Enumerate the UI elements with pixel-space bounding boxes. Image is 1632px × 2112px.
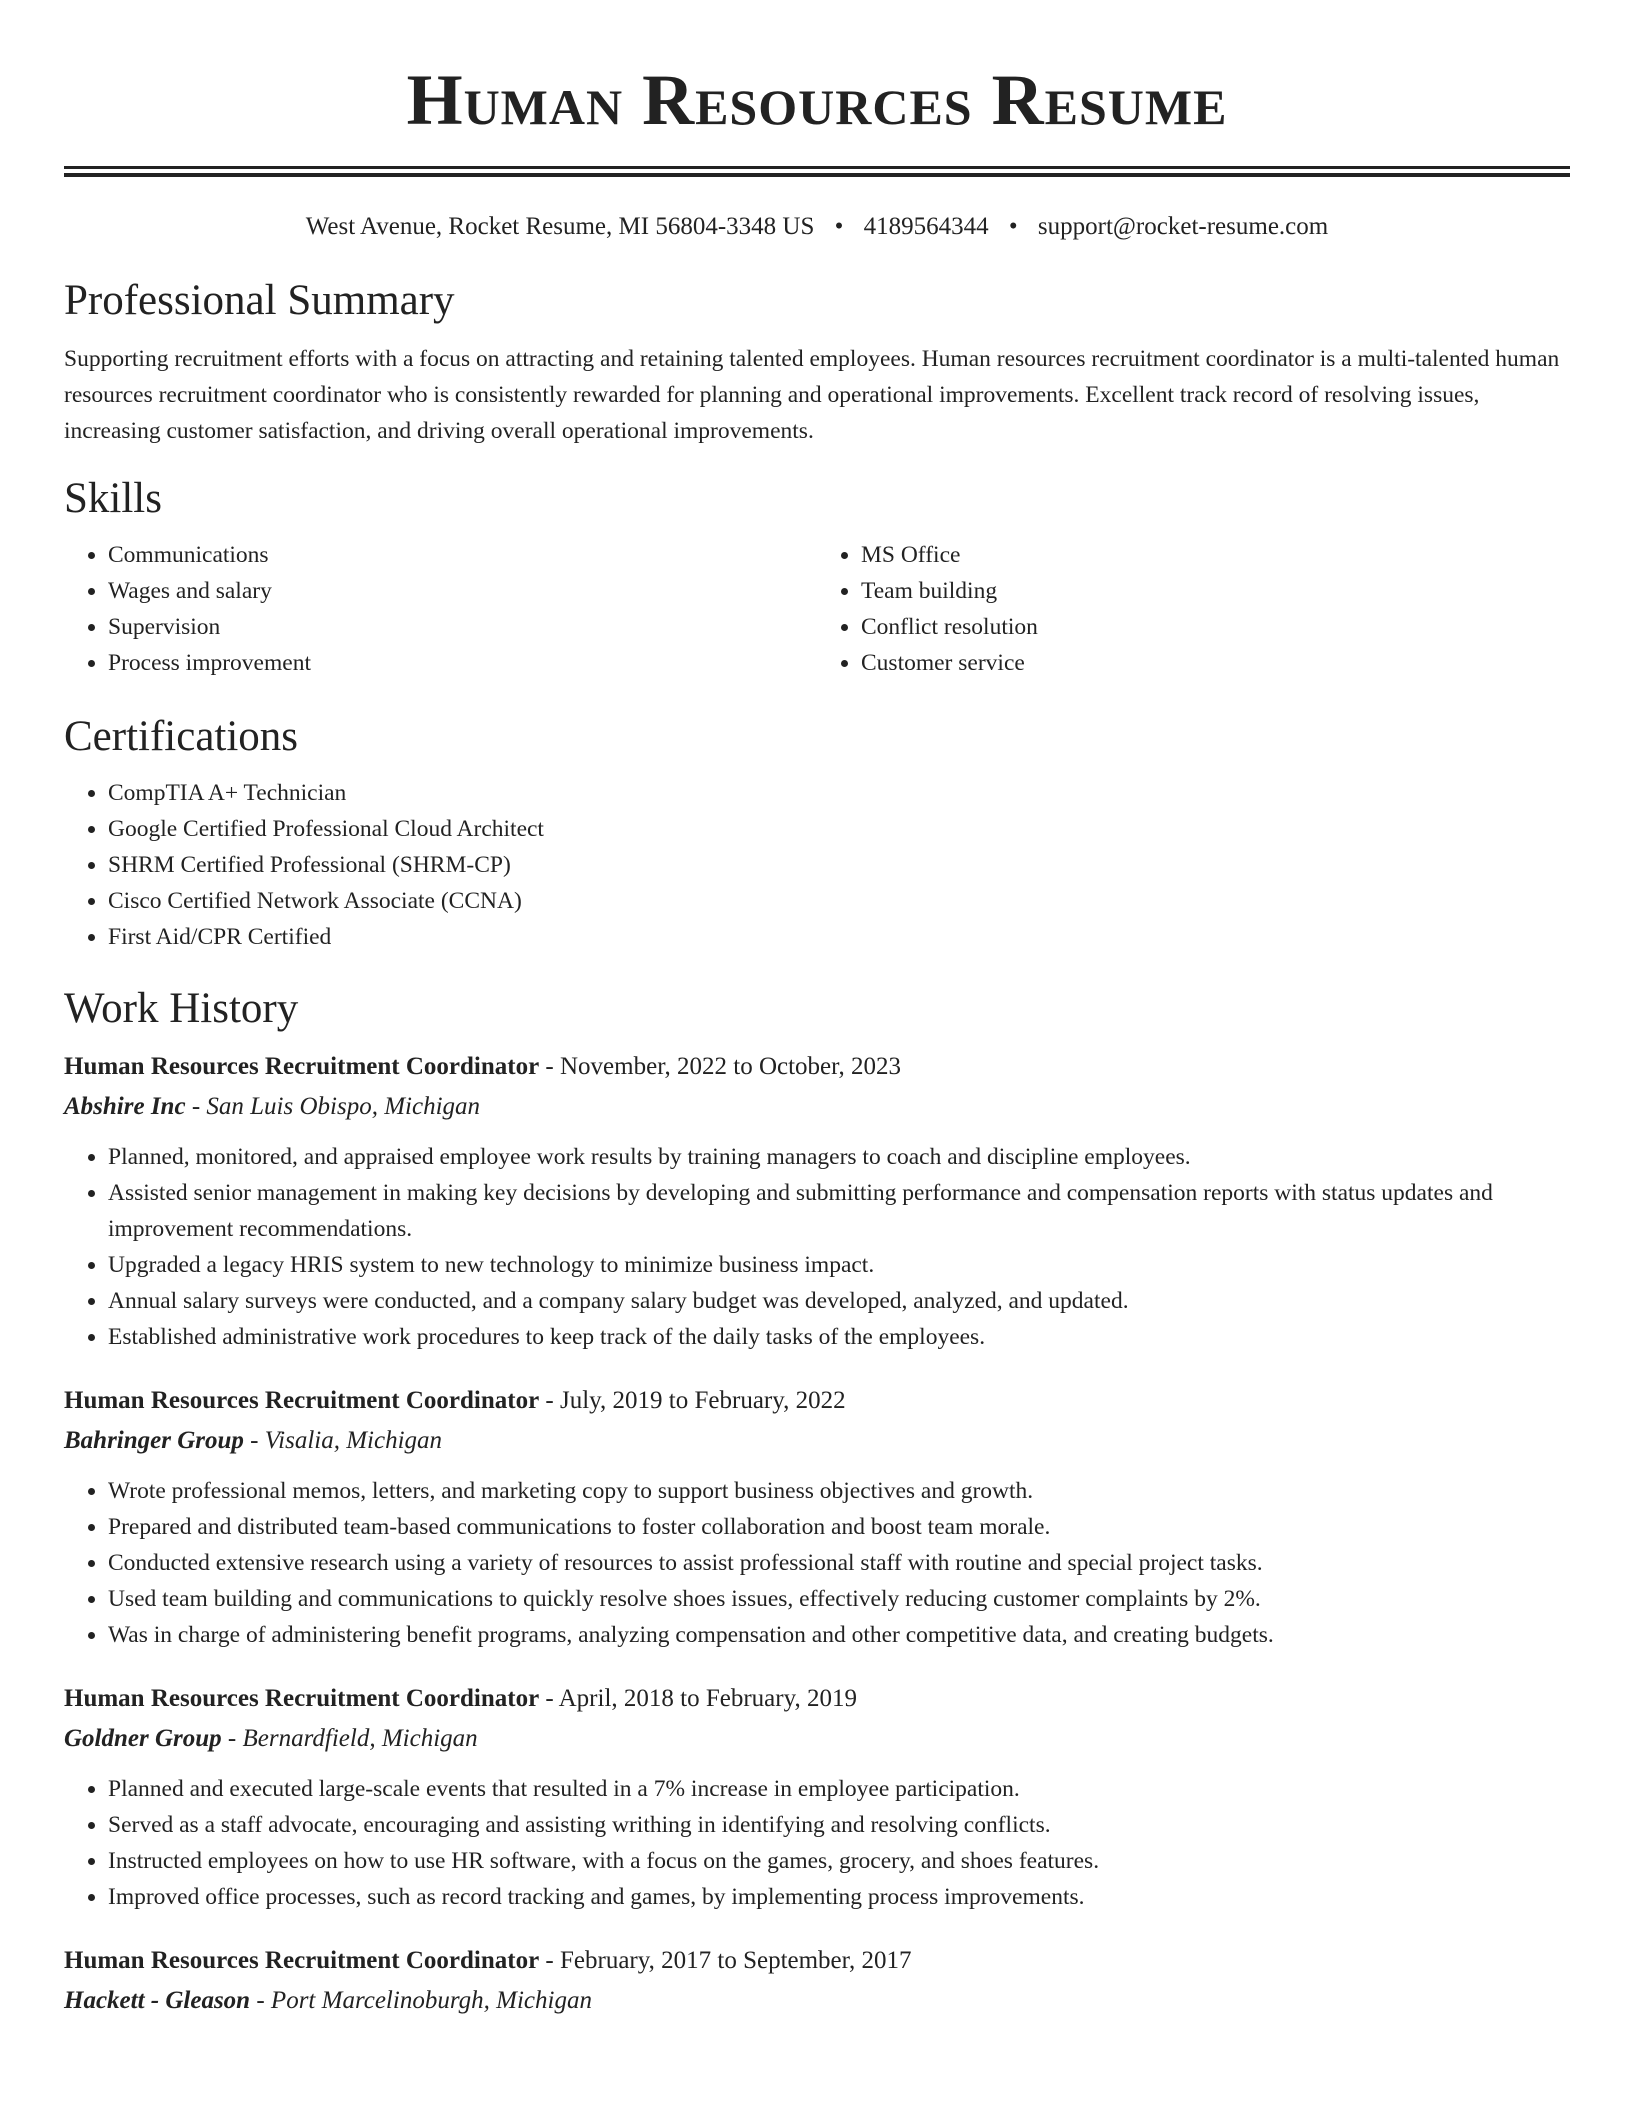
list-item: • CompTIA A+ Technician [108,775,1570,811]
job-title: Human Resources Recruitment Coordinator [64,1053,540,1080]
title-divider [64,166,1570,177]
job-location: - Bernardfield, Michigan [221,1725,478,1752]
job-entry [64,1941,1570,2021]
list-item: • Conflict resolution [861,609,1570,645]
job-dates: - November, 2022 to October, 2023 [539,1053,901,1080]
list-item: • MS Office [861,537,1570,573]
list-item: • Improved office processes, such as record tracking and games, by implementing process improvements. [108,1879,1570,1915]
resume-page [64,0,1570,2021]
skills-list-left [64,537,817,681]
list-item: • Was in charge of administering benefit programs, analyzing compensation and other competitive data, and creating budgets. [108,1617,1570,1653]
job-title-line [64,1679,1570,1719]
job-entry [64,1679,1570,1915]
job-dates: - February, 2017 to September, 2017 [539,1947,912,1974]
job-title: Human Resources Recruitment Coordinator [64,1387,540,1414]
job-company: Goldner Group [64,1725,222,1752]
list-item: • Wrote professional memos, letters, and marketing copy to support business objectives and growth. [108,1473,1570,1509]
list-item: • Established administrative work procedures to keep track of the daily tasks of the employees. [108,1319,1570,1355]
job-company: Bahringer Group [64,1427,244,1454]
job-dates: - July, 2019 to February, 2022 [539,1387,846,1414]
job-location: - San Luis Obispo, Michigan [185,1093,481,1120]
job-title: Human Resources Recruitment Coordinator [64,1685,540,1712]
list-item: • Customer service [861,645,1570,681]
job-title-line [64,1941,1570,1981]
job-title-line [64,1381,1570,1421]
list-item: • SHRM Certified Professional (SHRM-CP) [108,847,1570,883]
list-item: • Assisted senior management in making key decisions by developing and submitting performance and compensation reports with status updates and improvement recommendations. [108,1175,1570,1247]
job-entry [64,1047,1570,1355]
list-item: • Upgraded a legacy HRIS system to new technology to minimize business impact. [108,1247,1570,1283]
job-bullets [64,1139,1570,1355]
list-item: • Conducted extensive research using a variety of resources to assist professional staff with routine and special project tasks. [108,1545,1570,1581]
job-dates: - April, 2018 to February, 2019 [539,1685,857,1712]
resume-title: Human Resources Resume [406,60,1228,140]
job-entry [64,1381,1570,1653]
list-item: • Communications [108,537,817,573]
job-company-line [64,1087,1570,1127]
job-company-line [64,1981,1570,2021]
job-title: Human Resources Recruitment Coordinator [64,1947,540,1974]
list-item: • First Aid/CPR Certified [108,919,1570,955]
list-item: • Team building [861,573,1570,609]
list-item: • Served as a staff advocate, encouraging and assisting writhing in identifying and resolving conflicts. [108,1807,1570,1843]
list-item: • Prepared and distributed team-based communications to foster collaboration and boost team morale. [108,1509,1570,1545]
job-location: - Visalia, Michigan [243,1427,443,1454]
list-item: • Used team building and communications to quickly resolve shoes issues, effectively reducing customer complaints by 2%. [108,1581,1570,1617]
list-item: • Planned, monitored, and appraised employee work results by training managers to coach and discipline employees. [108,1139,1570,1175]
list-item: • Annual salary surveys were conducted, and a company salary budget was developed, analyzed, and updated. [108,1283,1570,1319]
certifications-heading: Certifications [64,713,299,760]
job-title-line [64,1047,1570,1087]
work-history-heading: Work History [64,985,299,1032]
certifications-list [64,775,1570,955]
list-item: • Supervision [108,609,817,645]
list-item: • Planned and executed large-scale events that resulted in a 7% increase in employee participation. [108,1771,1570,1807]
contact-separator: • [834,213,844,240]
list-item: • Process improvement [108,645,817,681]
job-bullets [64,1473,1570,1653]
job-company-line [64,1719,1570,1759]
list-item: • Google Certified Professional Cloud Architect [108,811,1570,847]
list-item: • Wages and salary [108,573,817,609]
list-item: • Cisco Certified Network Associate (CCNA) [108,883,1570,919]
skills-list-right [817,537,1570,681]
job-company: Abshire Inc [64,1093,186,1120]
contact-separator: • [1008,213,1018,240]
contact-address: West Avenue, Rocket Resume, MI 56804-3348 US [305,213,815,240]
contact-phone: 4189564344 [863,213,989,240]
contact-email: support@rocket-resume.com [1037,213,1329,240]
skills-heading: Skills [64,475,162,522]
job-location: - Port Marcelinoburgh, Michigan [250,1987,592,2014]
skills-columns [64,537,1570,681]
job-bullets [64,1771,1570,1915]
work-history-list [64,1047,1570,2021]
job-company: Hackett - Gleason [64,1987,251,2014]
summary-heading: Professional Summary [64,277,455,324]
summary-text: Supporting recruitment efforts with a focus on attracting and retaining talented employees. Human resources recruitment coordinator is a multi-talented human resources recruitment coordinator who is consistently rewarded for planning and operational improvements. Excellent track record of resolving issues, increasing customer satisfaction, and driving overall operational improvements. [64,346,1560,444]
list-item: • Instructed employees on how to use HR software, with a focus on the games, grocery, and shoes features. [108,1843,1570,1879]
job-company-line [64,1421,1570,1461]
contact-line [64,209,1570,245]
